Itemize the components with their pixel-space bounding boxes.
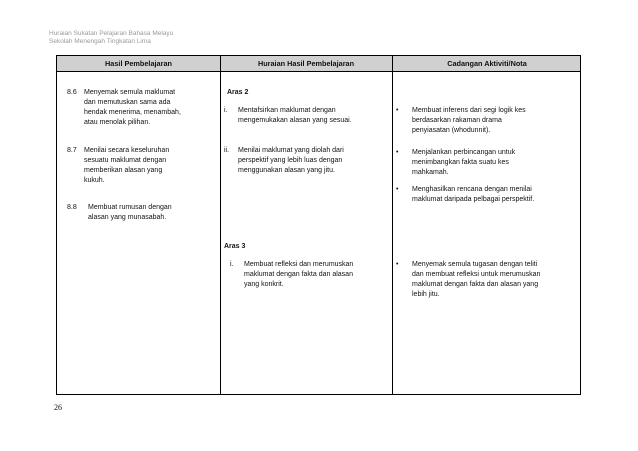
learning-outcomes-table xyxy=(56,55,581,395)
aras-3-title: Aras 3 xyxy=(224,243,246,250)
huraian-text-line: maklumat dengan fakta dan alasan xyxy=(244,271,353,278)
aktiviti-item-2 xyxy=(396,148,578,178)
column-header-cadangan: Cadangan Aktiviti/Nota xyxy=(447,59,527,68)
aktiviti-text-line: mahkamah. xyxy=(412,169,449,176)
column-divider-1 xyxy=(220,56,221,394)
huraian-number: ii. xyxy=(224,147,230,154)
aktiviti-item-3 xyxy=(396,185,578,205)
aktiviti-item-1 xyxy=(396,106,578,136)
table-header-row xyxy=(57,56,580,72)
huraian-text-line: perspektif yang lebih luas dengan xyxy=(238,157,343,164)
aktiviti-text-line: dan membuat refleksi untuk merumuskan xyxy=(412,271,541,278)
hasil-item-8-8 xyxy=(67,203,217,223)
page-number: 26 xyxy=(54,403,62,412)
huraian-text-line: Menilai maklumat yang diolah dari xyxy=(238,147,344,154)
hasil-text-line: atau menolak pilihan. xyxy=(84,119,151,126)
aktiviti-text-line: penyiasatan (whodunnit). xyxy=(412,127,491,134)
aktiviti-text-line: lebih jitu. xyxy=(412,291,440,298)
hasil-text-line: dan memutuskan sama ada xyxy=(84,99,171,106)
aktiviti-text-line: berdasarkan rakaman drama xyxy=(412,117,502,124)
aktiviti-text-line: maklumat dengan fakta dan alasan yang xyxy=(412,281,539,288)
hasil-text-line: Membuat rumusan dengan xyxy=(88,204,172,211)
huraian-text-line: Membuat refleksi dan merumuskan xyxy=(244,261,354,268)
bullet-icon: • xyxy=(396,186,399,193)
aktiviti-text-line: Menyemak semula tugasan dengan teliti xyxy=(412,261,538,268)
column-divider-2 xyxy=(392,56,393,394)
bullet-icon: • xyxy=(396,149,399,156)
aktiviti-text-line: Membuat inferens dari segi logik kes xyxy=(412,107,526,114)
hasil-text-line: sesuatu maklumat dengan xyxy=(84,157,167,164)
huraian-text-line: menggunakan alasan yang jitu. xyxy=(238,167,335,174)
aras-2-item-i xyxy=(224,106,389,126)
huraian-text-line: yang konkrit. xyxy=(244,281,284,288)
aktiviti-text-line: Menghasilkan rencana dengan menilai xyxy=(412,186,532,193)
hasil-text-line: hendak menerima, menambah, xyxy=(84,109,181,116)
huraian-text-line: Mentafsirkan maklumat dengan xyxy=(238,107,336,114)
hasil-text-line: Menyemak semula maklumat xyxy=(84,89,176,96)
hasil-number: 8.8 xyxy=(67,204,77,211)
aras-2-item-ii xyxy=(224,146,389,176)
aras-3-item-i xyxy=(230,260,390,290)
aktiviti-item-4 xyxy=(396,260,578,300)
hasil-item-8-6 xyxy=(67,88,217,128)
column-header-huraian: Huraian Hasil Pembelajaran xyxy=(257,59,355,68)
aras-2-title: Aras 2 xyxy=(227,89,249,96)
hasil-item-8-7 xyxy=(67,146,217,186)
bullet-icon: • xyxy=(396,261,399,268)
aktiviti-text-line: Menjalankan perbincangan untuk xyxy=(412,149,516,156)
header-line-2: Sekolah Menengah Tingkatan Lima xyxy=(49,38,151,45)
bullet-icon: • xyxy=(396,107,399,114)
hasil-text-line: alasan yang munasabah. xyxy=(88,214,167,221)
huraian-number: i. xyxy=(230,261,234,268)
column-header-hasil: Hasil Pembelajaran xyxy=(105,59,172,68)
hasil-number: 8.7 xyxy=(67,147,77,154)
huraian-number: i. xyxy=(224,107,228,114)
hasil-number: 8.6 xyxy=(67,89,77,96)
aktiviti-text-line: maklumat daripada pelbagai perspektif. xyxy=(412,196,535,203)
hasil-text-line: kukuh. xyxy=(84,177,105,184)
aktiviti-text-line: menimbangkan fakta suatu kes xyxy=(412,159,509,166)
hasil-text-line: Menilai secara keseluruhan xyxy=(84,147,170,154)
document-header xyxy=(49,30,173,46)
header-line-1: Huraian Sukatan Pelajaran Bahasa Melayu xyxy=(49,30,174,37)
hasil-text-line: memberikan alasan yang xyxy=(84,167,163,174)
huraian-text-line: mengemukakan alasan yang sesuai. xyxy=(238,117,352,124)
